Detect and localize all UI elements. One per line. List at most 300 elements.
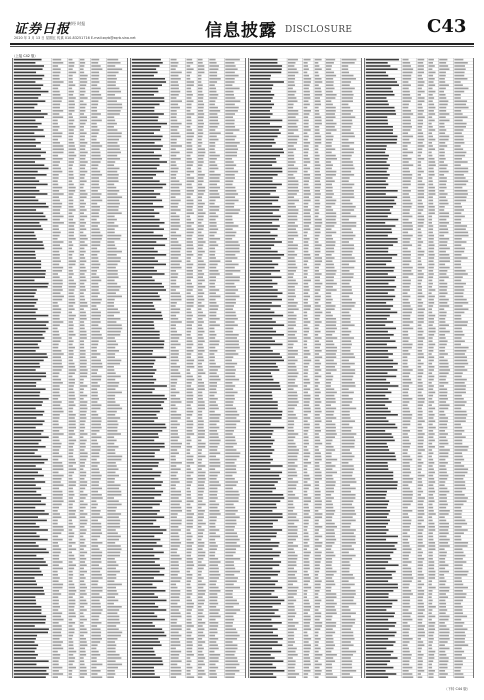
table-cell-text [315, 433, 319, 435]
table-cell-text [53, 536, 59, 538]
table-cell-text [454, 449, 467, 451]
table-cell-text [326, 372, 331, 374]
table-cell-text [315, 110, 319, 112]
table-cell-text [80, 516, 85, 518]
table-cell-text [418, 193, 424, 195]
table-cell-text [107, 609, 119, 611]
table-cell-text [69, 267, 73, 269]
table-cell-text [315, 555, 321, 557]
table-cell-text [209, 600, 217, 602]
table-cell-text [326, 443, 331, 445]
table-cell-text [418, 216, 424, 218]
table-cell-text [454, 104, 466, 106]
table-cell-text [69, 555, 75, 557]
table-cell-text [326, 334, 332, 336]
table-cell-text [53, 72, 61, 74]
table-cell-text [304, 590, 308, 592]
table-cell-text [91, 491, 98, 493]
table-cell-text [288, 542, 293, 544]
table-cell-text [14, 497, 46, 499]
table-cell-text [428, 212, 434, 214]
table-cell-text [80, 120, 87, 122]
table-cell-text [132, 392, 153, 394]
table-cell-text [288, 600, 296, 602]
table-cell-text [315, 459, 322, 461]
table-cell-text [187, 88, 192, 90]
table-cell-text [454, 388, 465, 390]
table-cell-text [315, 180, 320, 182]
table-cell-text [171, 366, 180, 368]
table-cell-text [107, 510, 115, 512]
table-cell-text [418, 446, 423, 448]
table-cell-text [132, 504, 160, 506]
table-cell-text [53, 609, 59, 611]
table-cell-text [53, 84, 61, 86]
table-cell-text [209, 616, 220, 618]
table-cell-text [132, 452, 155, 454]
table-cell-text [187, 286, 194, 288]
table-cell-text [132, 360, 156, 362]
table-cell-text [315, 529, 319, 531]
table-cell-text [14, 78, 43, 80]
table-cell-text [250, 497, 284, 499]
table-cell-text [288, 417, 298, 419]
table-cell-text [225, 312, 235, 314]
table-cell-text [418, 318, 424, 320]
table-cell-text [315, 113, 320, 115]
table-cell-text [250, 360, 284, 362]
table-cell-text [80, 123, 86, 125]
table-cell-text [366, 398, 389, 400]
table-cell-text [80, 136, 85, 138]
table-cell-text [428, 177, 432, 179]
table-cell-text [187, 612, 191, 614]
table-cell-text [315, 196, 320, 198]
table-cell-text [91, 676, 102, 678]
table-cell-text [288, 72, 298, 74]
table-cell-text [132, 372, 155, 374]
table-cell-text [326, 257, 335, 259]
table-cell-text [69, 104, 75, 106]
table-cell-text [288, 347, 293, 349]
table-cell-text [209, 353, 214, 355]
table-cell-text [198, 472, 206, 474]
table-cell-text [198, 356, 203, 358]
table-cell-text [250, 305, 281, 307]
table-cell-text [198, 235, 204, 237]
table-cell-text [418, 107, 423, 109]
table-cell-text [288, 433, 298, 435]
table-cell-text [250, 174, 278, 176]
table-cell-text [209, 267, 216, 269]
table-cell-text [225, 507, 235, 509]
table-cell-text [187, 81, 195, 83]
table-cell-text [225, 337, 237, 339]
table-cell-text [288, 353, 298, 355]
table-cell-text [132, 520, 157, 522]
table-cell-text [132, 433, 158, 435]
table-cell-text [187, 168, 191, 170]
table-cell-text [53, 75, 60, 77]
table-cell-text [69, 257, 73, 259]
table-cell-text [69, 561, 73, 563]
table-cell-text [250, 356, 282, 358]
table-cell-text [107, 481, 114, 483]
table-cell-text [209, 670, 215, 672]
table-cell-text [132, 184, 166, 186]
table-cell-text [288, 116, 296, 118]
table-cell-text [342, 440, 355, 442]
table-cell-text [342, 523, 352, 525]
table-cell-text [53, 244, 60, 246]
table-cell-text [326, 360, 334, 362]
table-cell-text [14, 462, 45, 464]
table-cell-text [326, 168, 332, 170]
table-cell-text [288, 158, 294, 160]
table-cell-text [198, 212, 206, 214]
table-cell-text [225, 260, 232, 262]
table-cell-text [250, 644, 282, 646]
table-cell-text [209, 603, 218, 605]
table-cell-text [69, 177, 75, 179]
table-cell-text [366, 225, 396, 227]
table-cell-text [198, 443, 206, 445]
table-cell-text [53, 462, 63, 464]
table-cell-text [132, 68, 156, 70]
table-cell-text [14, 635, 37, 637]
table-cell-text [288, 132, 294, 134]
table-cell-text [187, 308, 191, 310]
table-cell-text [250, 209, 279, 211]
table-cell-text [428, 366, 434, 368]
table-cell-text [326, 590, 331, 592]
table-cell-text [326, 273, 336, 275]
table-cell-text [198, 337, 204, 339]
table-cell-text [69, 577, 73, 579]
table-cell-text [198, 171, 202, 173]
table-cell-text [366, 84, 399, 86]
table-cell-text [225, 222, 233, 224]
table-cell-text [403, 340, 409, 342]
table-cell-text [53, 516, 62, 518]
table-cell-text [53, 657, 60, 659]
table-cell-text [209, 62, 216, 64]
table-cell-text [428, 267, 433, 269]
table-cell-text [69, 580, 73, 582]
table-cell-text [418, 312, 424, 314]
table-cell-text [418, 59, 425, 61]
table-cell-text [315, 280, 320, 282]
table-cell-text [132, 516, 164, 518]
table-cell-text [171, 222, 180, 224]
table-cell-text [69, 289, 75, 291]
table-cell-text [304, 244, 309, 246]
table-cell-text [14, 356, 48, 358]
table-cell-text [107, 478, 115, 480]
table-cell-text [342, 363, 355, 365]
fund-holdings-table-2 [131, 58, 245, 678]
table-cell-text [14, 609, 42, 611]
table-cell-text [53, 388, 60, 390]
table-cell-text [288, 187, 298, 189]
table-cell-text [225, 539, 239, 541]
table-cell-text [315, 193, 321, 195]
table-cell-text [209, 596, 217, 598]
table-cell-text [454, 65, 465, 67]
table-cell-text [315, 190, 320, 192]
table-cell-text [209, 510, 219, 512]
table-cell-text [91, 254, 97, 256]
table-cell-text [80, 75, 88, 77]
table-cell-text [187, 132, 195, 134]
table-cell-text [80, 433, 88, 435]
table-cell-text [315, 366, 320, 368]
table-cell-text [225, 427, 236, 429]
table-cell-text [326, 536, 335, 538]
table-cell-text [91, 120, 101, 122]
table-cell-text [304, 273, 308, 275]
table-cell-text [288, 385, 298, 387]
table-cell-text [69, 139, 73, 141]
table-cell-text [209, 481, 219, 483]
table-cell-text [342, 340, 352, 342]
table-cell-text [198, 379, 202, 381]
table-cell-text [342, 676, 353, 678]
table-cell-text [80, 350, 86, 352]
table-cell-text [418, 257, 421, 259]
table-cell-text [80, 168, 85, 170]
table-cell-text [315, 299, 321, 301]
table-cell-text [14, 388, 46, 390]
table-cell-text [69, 667, 76, 669]
table-cell-text [132, 625, 155, 627]
table-cell-text [315, 283, 323, 285]
table-cell-text [439, 334, 445, 336]
table-cell-text [107, 622, 120, 624]
table-cell-text [418, 148, 423, 150]
newspaper-logo: 证券日报 [14, 22, 71, 37]
table-cell-text [53, 107, 60, 109]
table-cell-text [171, 363, 177, 365]
table-cell-text [187, 456, 194, 458]
table-cell-text [225, 574, 234, 576]
table-cell-text [91, 465, 97, 467]
table-cell-text [342, 219, 349, 221]
table-cell-text [80, 468, 83, 470]
table-cell-text [91, 110, 97, 112]
table-cell-text [209, 491, 217, 493]
table-cell-text [288, 430, 294, 432]
table-cell-text [53, 126, 60, 128]
table-cell-text [304, 324, 308, 326]
table-cell-text [132, 568, 165, 570]
table-cell-text [14, 168, 49, 170]
table-cell-text [187, 491, 191, 493]
table-cell-text [171, 657, 179, 659]
table-cell-text [171, 452, 179, 454]
table-cell-text [288, 667, 295, 669]
table-cell-text [14, 260, 41, 262]
table-cell-text [250, 97, 273, 99]
table-cell-text [304, 420, 308, 422]
table-cell-text [187, 436, 191, 438]
table-cell-text [288, 564, 297, 566]
table-cell-text [107, 612, 117, 614]
table-cell-text [107, 638, 117, 640]
table-cell-text [250, 302, 272, 304]
table-cell-text [53, 465, 64, 467]
table-cell-text [288, 507, 295, 509]
table-cell-text [315, 260, 322, 262]
table-cell-text [225, 612, 236, 614]
table-cell-text [315, 616, 321, 618]
table-cell-text [80, 264, 85, 266]
table-cell-text [315, 360, 320, 362]
table-cell-text [80, 459, 86, 461]
table-cell-text [132, 238, 167, 240]
table-cell-text [187, 539, 192, 541]
table-cell-text [250, 619, 272, 621]
table-cell-text [91, 580, 98, 582]
table-cell-text [171, 356, 179, 358]
table-cell-text [288, 337, 297, 339]
table-cell-text [91, 344, 98, 346]
disclosure-table-column-2 [130, 58, 246, 678]
table-cell-text [80, 344, 84, 346]
table-cell-text [439, 289, 447, 291]
table-cell-text [225, 481, 238, 483]
table-cell-text [80, 107, 85, 109]
table-cell-text [14, 628, 49, 630]
table-cell-text [91, 414, 98, 416]
table-cell-text [132, 257, 155, 259]
table-cell-text [69, 584, 75, 586]
table-cell-text [342, 411, 350, 413]
table-cell-text [132, 177, 153, 179]
table-cell-text [91, 577, 102, 579]
table-cell-text [439, 104, 447, 106]
table-cell-text [187, 625, 194, 627]
table-cell-text [315, 481, 319, 483]
table-cell-text [198, 369, 203, 371]
table-cell-text [132, 420, 154, 422]
table-cell-text [80, 241, 85, 243]
table-cell-text [69, 356, 74, 358]
table-cell-text [342, 232, 353, 234]
table-cell-text [428, 280, 432, 282]
table-cell-text [198, 184, 202, 186]
table-cell-text [250, 561, 281, 563]
table-cell-text [53, 401, 62, 403]
table-cell-text [107, 334, 120, 336]
table-cell-text [107, 72, 118, 74]
table-cell-text [198, 542, 204, 544]
table-cell-text [80, 347, 84, 349]
table-cell-text [91, 187, 99, 189]
table-cell-text [91, 510, 100, 512]
table-cell-text [69, 462, 76, 464]
table-cell-text [91, 238, 102, 240]
table-cell-text [198, 475, 205, 477]
table-cell-text [209, 299, 215, 301]
table-cell-text [225, 468, 236, 470]
table-cell-text [315, 209, 319, 211]
table-cell-text [53, 334, 60, 336]
table-cell-text [53, 564, 59, 566]
table-cell-text [69, 193, 74, 195]
table-cell-text [326, 379, 333, 381]
table-cell-text [342, 270, 350, 272]
table-cell-text [107, 241, 114, 243]
table-cell-text [171, 305, 176, 307]
table-cell-text [454, 193, 468, 195]
table-cell-text [187, 116, 192, 118]
table-cell-text [428, 427, 435, 429]
table-cell-text [304, 264, 307, 266]
table-cell-text [428, 113, 435, 115]
table-cell-text [439, 398, 448, 400]
table-cell-text [14, 232, 34, 234]
table-cell-text [171, 379, 178, 381]
table-cell-text [288, 648, 297, 650]
table-cell-text [342, 587, 351, 589]
table-cell-text [171, 606, 181, 608]
table-cell-text [326, 545, 332, 547]
table-cell-text [439, 65, 448, 67]
table-cell-text [326, 411, 334, 413]
table-cell-text [315, 628, 321, 630]
table-cell-text [403, 200, 411, 202]
table-cell-text [366, 369, 397, 371]
table-cell-text [171, 574, 178, 576]
table-cell-text [14, 596, 36, 598]
table-cell-text [439, 260, 450, 262]
table-cell-text [326, 344, 334, 346]
table-cell-text [326, 113, 335, 115]
table-cell-text [315, 580, 322, 582]
table-cell-text [80, 411, 87, 413]
table-cell-text [315, 398, 320, 400]
table-cell-text [209, 497, 217, 499]
table-cell-text [14, 478, 35, 480]
table-cell-text [225, 292, 235, 294]
table-cell-text [187, 628, 191, 630]
table-cell-text [209, 228, 218, 230]
table-cell-text [342, 600, 354, 602]
table-cell-text [198, 401, 205, 403]
table-cell-text [288, 513, 297, 515]
table-cell-text [225, 548, 236, 550]
table-cell-text [171, 158, 181, 160]
table-cell-text [80, 571, 87, 573]
table-cell-text [439, 232, 448, 234]
table-cell-text [418, 417, 423, 419]
table-cell-text [198, 632, 203, 634]
table-cell-text [209, 328, 214, 330]
table-cell-text [403, 81, 409, 83]
table-cell-text [53, 372, 60, 374]
table-cell-text [304, 283, 309, 285]
table-cell-text [91, 635, 101, 637]
table-cell-text [315, 436, 320, 438]
table-cell-text [418, 414, 423, 416]
table-cell-text [326, 232, 336, 234]
table-cell-text [342, 603, 357, 605]
table-cell-text [53, 168, 61, 170]
table-cell-text [428, 344, 435, 346]
table-cell-text [315, 395, 319, 397]
table-cell-text [428, 270, 433, 272]
